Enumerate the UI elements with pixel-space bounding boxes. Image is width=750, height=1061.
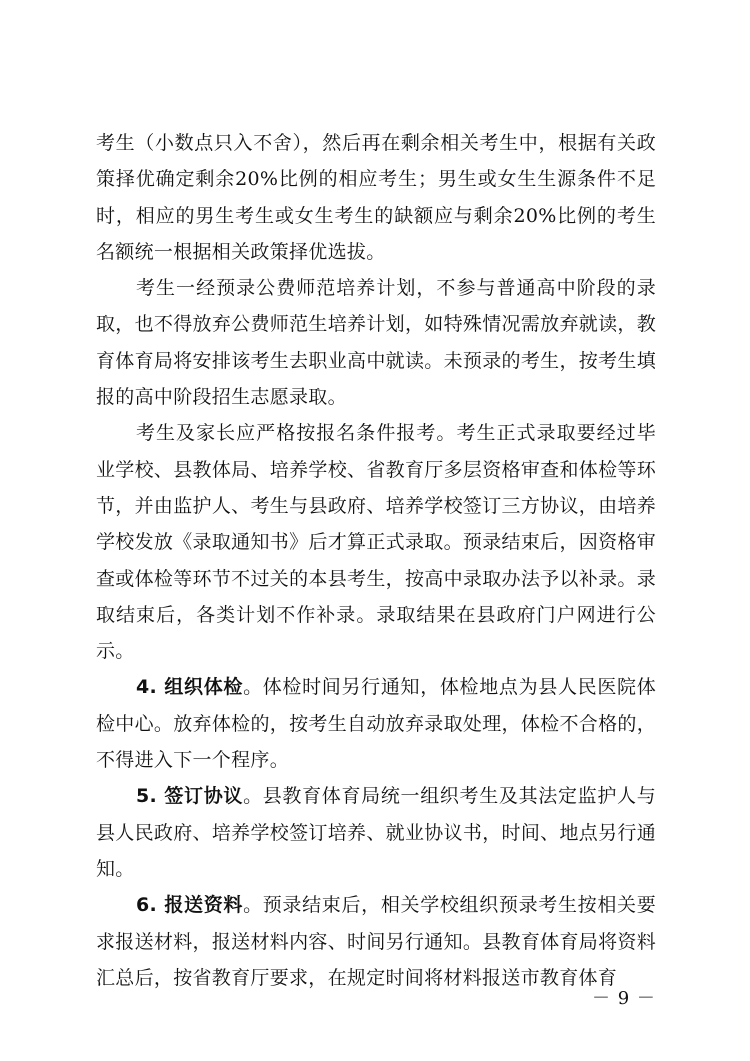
paragraph-text: 考生一经预录公费师范培养计划，不参与普通高中阶段的录取，也不得放弃公费师范生培养计划，如特殊情况需放弃就读，教育体育局将安排该考生去职业高中就读。未预录的考生，按考生填报的高中阶段招生志愿录取。 [96,277,656,409]
paragraph-text: 考生（小数点只入不舍），然后再在剩余相关考生中，根据有关政策择优确定剩余20%比例的相应考生；男生或女生生源条件不足时，相应的男生考生或女生考生的缺额应与剩余20%比例的考生名额统一根据相关政策择优选拔。 [96,132,656,263]
document-body [96,125,656,996]
paragraph-pre-admission-rules [96,270,656,415]
section-heading-submit-materials: 6. 报送资料 [136,894,244,917]
page-number: － 9 － [592,988,656,1009]
paragraph-quota-continuation [96,125,656,270]
paragraph-submit-materials [96,887,656,996]
paragraph-physical-exam [96,669,656,778]
paragraph-text: 。预录结束后，相关学校组织预录考生按相关要求报送材料，报送材料内容、时间另行通知。县教育体育局将资料汇总后，按省教育厅要求，在规定时间将材料报送市教育体育 [96,894,656,989]
paragraph-text: 。县教育体育局统一组织考生及其法定监护人与县人民政府、培养学校签订培养、就业协议书，时间、地点另行通知。 [96,785,656,880]
section-heading-sign-agreement: 5. 签订协议 [136,785,244,808]
paragraph-text: 考生及家长应严格按报名条件报考。考生正式录取要经过毕业学校、县教体局、培养学校、省教育厅多层资格审查和体检等环节，并由监护人、考生与县政府、培养学校签订三方协议，由培养学校发放《录取通知书》后才算正式录取。预录结束后，因资格审查或体检等环节不过关的本县考生，按高中录取办法予以补录。录取结束后，各类计划不作补录。录取结果在县政府门户网进行公示。 [96,422,656,663]
section-heading-physical-exam: 4. 组织体检 [136,676,244,699]
paragraph-text: 。体检时间另行通知，体检地点为县人民医院体检中心。放弃体检的，按考生自动放弃录取处理，体检不合格的，不得进入下一个程序。 [96,676,656,772]
paragraph-formal-admission [96,415,656,669]
paragraph-sign-agreement [96,778,656,887]
